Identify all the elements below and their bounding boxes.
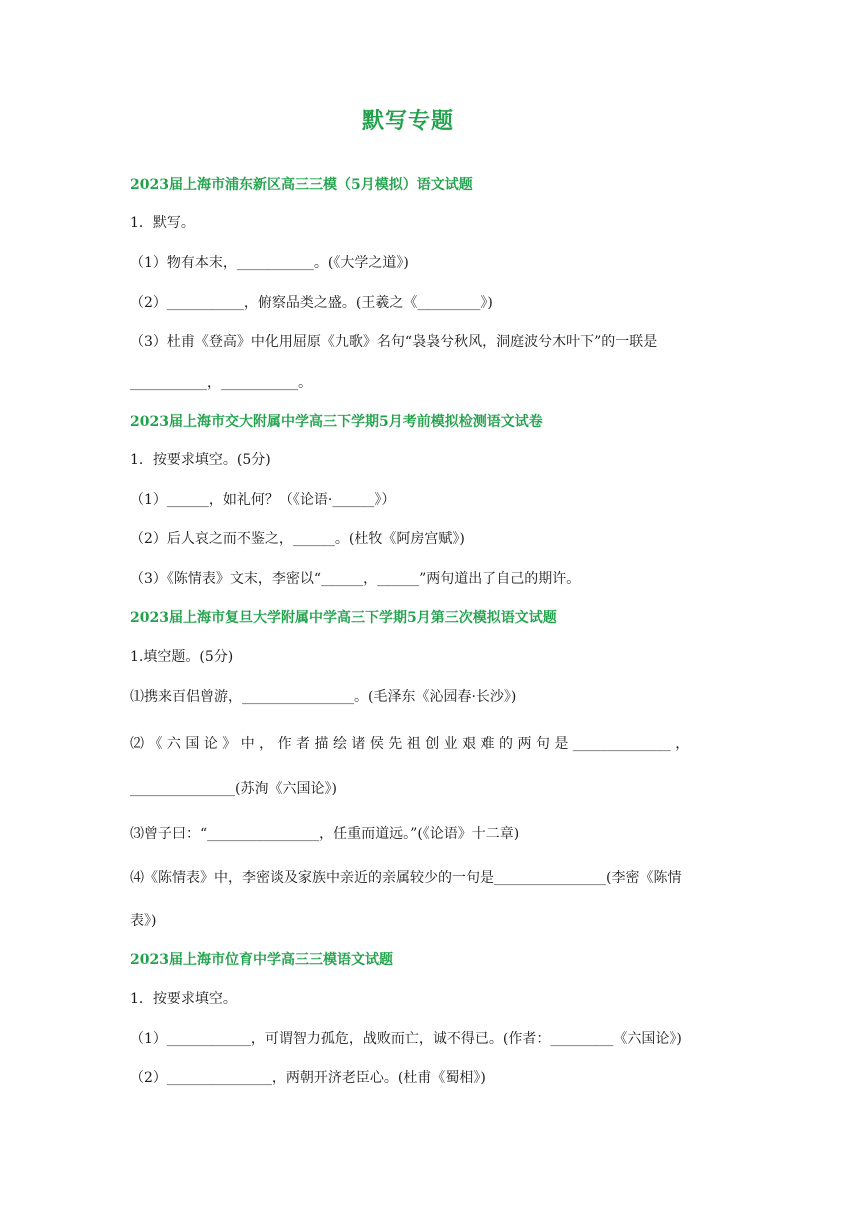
question-line: （2）_______________，两朝开济老臣心。(杜甫《蜀相》)	[130, 1070, 486, 1086]
question-line: ___________，___________。	[130, 375, 312, 391]
question-line: （2）后人哀之而不鉴之，______。(杜牧《阿房宫赋》)	[130, 531, 465, 547]
question-line: ⑶曾子曰：“________________，任重而道远。”(《论语》十二章)	[130, 826, 520, 842]
question-line: ⑵ 《 六 国 论 》 中 ， 作 者 描 绘 诸 侯 先 祖 创 业 艰 难 的 两 句 是 ______________ ，	[130, 736, 690, 752]
question-line: （2）___________，俯察品类之盛。(王羲之《_________》)	[130, 295, 493, 311]
question-line: （1）物有本末，___________。(《大学之道》)	[130, 255, 409, 271]
question-line: ⑴携来百侣曾游，________________。(毛泽东《沁园春·长沙》)	[130, 689, 517, 705]
question-line: ⑷《陈情表》中，李密谈及家族中亲近的亲属较少的一句是________________(李密《陈情	[130, 870, 682, 886]
section-heading: 2023届上海市复旦大学附属中学高三下学期5月第三次模拟语文试题	[130, 610, 557, 626]
question-line: 1.填空题。(5分)	[130, 649, 234, 665]
question-line: _______________(苏洵《六国论》)	[130, 781, 337, 797]
question-line: （3）《陈情表》文末，李密以“______，______”两句道出了自己的期许。	[130, 571, 581, 587]
section-heading: 2023届上海市浦东新区高三三模（5月模拟）语文试题	[130, 177, 473, 193]
question-line: 1．按要求填空。	[130, 991, 237, 1007]
question-line: （3）杜甫《登高》中化用屈原《九歌》名句“袅袅兮秋风，洞庭波兮木叶下”的一联是	[130, 334, 658, 350]
question-line: 表》)	[130, 913, 157, 929]
question-line: （1）______，如礼何？（《论语·______》）	[130, 492, 396, 508]
section-heading: 2023届上海市位育中学高三三模语文试题	[130, 952, 393, 968]
section-heading: 2023届上海市交大附属中学高三下学期5月考前模拟检测语文试卷	[130, 414, 543, 430]
question-line: 1．默写。	[130, 215, 195, 231]
page-title: 默写专题	[361, 108, 454, 134]
question-line: （1）____________，可谓智力孤危，战败而亡，诚不得已。(作者：_________《六国论》)	[130, 1031, 682, 1047]
question-line: 1．按要求填空。(5分)	[130, 452, 271, 468]
